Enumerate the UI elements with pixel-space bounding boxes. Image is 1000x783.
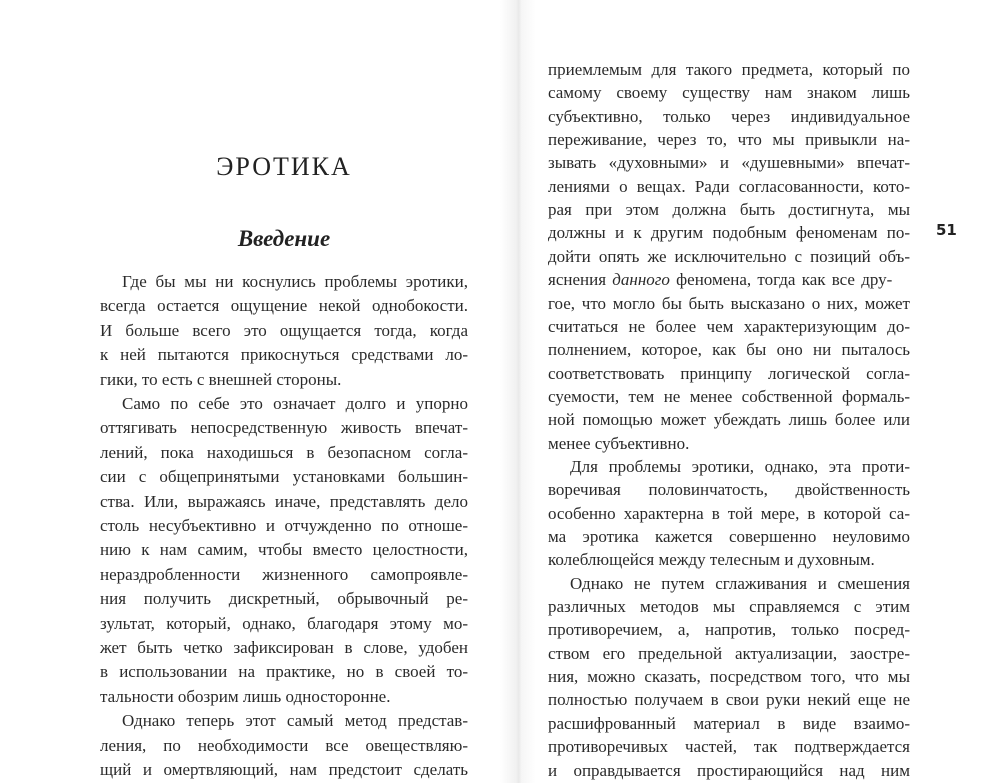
text-line: в использовании на практике, но в своей то-	[100, 662, 468, 682]
text-line: лениями о вещах. Ради согласованности, кото-	[548, 176, 910, 196]
text-line: сии с общепринятыми установками большин-	[100, 467, 468, 487]
text-line: должны и к другим подобным феноменам по-	[548, 223, 910, 243]
text-line: менее субъективно.	[548, 433, 690, 453]
text-line: различных методов мы справляемся с этим	[548, 597, 910, 617]
text-line: ния, можно сказать, посредством того, что мы	[548, 667, 910, 687]
text-segment: яснения	[548, 270, 613, 290]
text-line: нераздробленности жизненного самопроявле-	[100, 564, 468, 584]
text-line: столь несубъективно и отчужденно по отноше-	[100, 516, 468, 535]
text-line: ления, по необходимости все овеществляю-	[100, 735, 468, 755]
text-line: зывать «духовными» и «душевными» впечат-	[548, 153, 910, 173]
text-line: оттягивать непосредственную живость впечат-	[100, 418, 468, 438]
text-line: Где бы мы ни коснулись проблемы эротики,	[122, 272, 468, 291]
text-line: к ней пытаются прикоснуться средствами ло-	[100, 345, 468, 365]
text-line: дойти опять же исключительно с позиций объ-	[548, 246, 910, 266]
text-line: щий и омертвляющий, нам предстоит сделать	[100, 760, 468, 779]
text-line: и оправдывается простирающийся над ним	[548, 760, 910, 780]
text-line: ства. Или, выражаясь иначе, представлять дело	[100, 491, 468, 511]
text-line: полностью получаем в свои руки некий еще не	[548, 690, 910, 710]
text-line: жет быть четко зафиксирован в слове, удобен	[100, 638, 468, 657]
text-line: рая при этом должна быть достигнута, мы	[548, 200, 910, 220]
text-line: самому своему существу нам знаком лишь	[548, 83, 910, 103]
text-line: Для проблемы эротики, однако, эта проти-	[570, 456, 910, 476]
text-line: противоречием, а, напротив, только посред-	[548, 620, 910, 640]
text-line: переживание, через то, что мы привыкли на-	[548, 130, 910, 150]
text-line: Само по себе это означает долго и упорно	[122, 394, 468, 413]
text-line: воречивая половинчатость, двойственность	[548, 480, 910, 500]
text-line: расшифрованный материал в виде взаимо-	[548, 713, 910, 733]
text-line: противоречивых частей, так подтверждается	[548, 737, 910, 757]
text-line: всегда остается ощущение некой однобокости.	[100, 296, 468, 316]
text-line: соответствовать принципу логической согла-	[548, 363, 910, 383]
text-line: тальности обозрим лишь односторонне.	[100, 686, 391, 706]
text-line: лений, пока находишься в безопасном согла-	[100, 442, 468, 462]
text-line: полнением, которое, как бы оно ни пыталось	[548, 340, 910, 360]
text-line: Однако не путем сглаживания и смешения	[570, 573, 910, 593]
text-line: ния получить дискретный, обрывочный ре-	[100, 589, 468, 609]
text-line: Однако теперь этот самый метод представ-	[122, 711, 468, 731]
text-line: суемости, тем не менее собственной формаль-	[548, 386, 910, 406]
page-number: 51	[936, 221, 957, 239]
text-line: гое, что могло бы быть высказано о них, может	[548, 293, 910, 313]
book-gutter	[500, 0, 536, 783]
text-line: колеблющейся между телесным и духовным.	[548, 550, 875, 570]
text-line: субъективно, только через индивидуальное	[548, 106, 910, 126]
text-line: приемлемым для такого предмета, который по	[548, 60, 910, 79]
text-line: особенно характерна в той мере, в которой са-	[548, 503, 910, 523]
text-segment: феномена, тогда как все дру-	[669, 270, 893, 290]
text-line: ма эротика кажется совершенно неуловимо	[548, 527, 910, 546]
text-line	[548, 270, 910, 290]
italic-emphasis: данного	[612, 270, 670, 290]
text-line: нию к нам самим, чтобы вместо целостности,	[100, 540, 468, 560]
chapter-title: ЭРОТИКА	[216, 152, 352, 181]
text-line: ной помощью может убеждать лишь более или	[548, 410, 910, 430]
text-line: И больше всего это ощущается тогда, когда	[100, 320, 468, 340]
text-line: гики, то есть с внешней стороны.	[100, 369, 342, 389]
text-line: зультат, который, однако, благодаря этому мо-	[100, 613, 468, 633]
text-line: ством его предельной актуализации, заостре-	[548, 643, 910, 663]
section-subtitle: Введение	[237, 226, 331, 251]
text-line: считаться не более чем характеризующим до-	[548, 316, 910, 336]
